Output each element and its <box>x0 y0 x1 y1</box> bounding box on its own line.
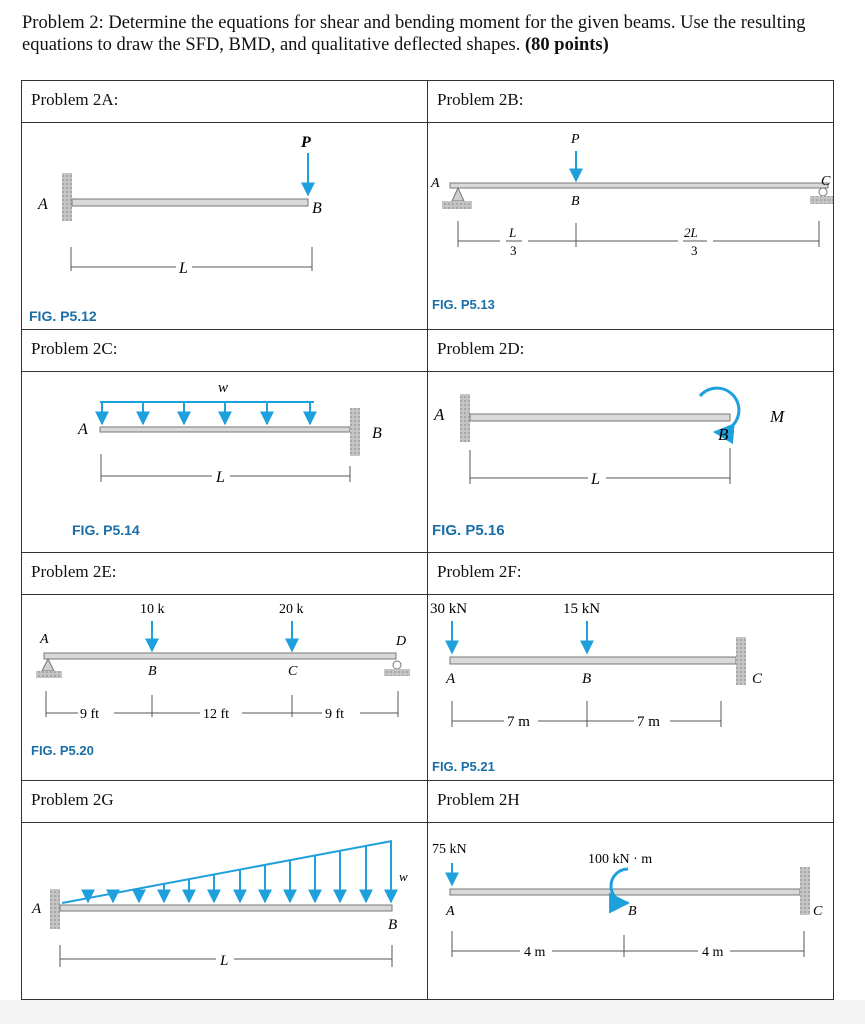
label-a: A <box>446 671 456 687</box>
dim-label-cd: 9 ft <box>325 707 345 722</box>
dim-label-bc: 12 ft <box>203 707 230 722</box>
figure-cell-2g <box>22 823 428 1000</box>
label-b: B <box>582 671 592 687</box>
label-l: L <box>216 469 225 486</box>
roller-d <box>393 661 401 669</box>
dim-label-ab: 9 ft <box>80 707 100 722</box>
fixed-wall-c <box>800 867 810 915</box>
beam-diagram-2g <box>22 823 427 999</box>
label-w: w <box>218 380 229 396</box>
label-b: B <box>148 664 157 679</box>
label-p: P <box>301 134 311 151</box>
beam-2b <box>450 183 828 188</box>
problem-statement-text: Problem 2: Determine the equations for shear and bending moment for the given beams. Use the resulting equations to draw the SFD, BMD, and qualitative deflected shapes. <box>22 13 806 55</box>
beam-2f <box>450 657 736 664</box>
dimension-lines <box>452 701 721 727</box>
beam-2e <box>44 653 396 659</box>
label-d: D <box>396 634 407 649</box>
figure-cell-2f <box>428 595 834 781</box>
load-label-a: 30 kN <box>430 601 468 617</box>
heading-2f: Problem 2F: <box>437 562 522 581</box>
dimension-lines <box>452 931 804 957</box>
dim-label-ab: 7 m <box>507 714 530 730</box>
label-a: A <box>434 405 445 424</box>
moment-label: 100 kN · m <box>588 852 653 867</box>
beam-diagram-2f <box>428 595 833 780</box>
label-b: B <box>312 200 322 217</box>
header-2f <box>428 553 834 595</box>
load-label-b: 10 k <box>140 602 165 617</box>
beam-diagram-2h <box>428 823 833 999</box>
fixed-wall-a <box>50 889 60 929</box>
beam-diagram-2a <box>22 123 427 329</box>
label-a: A <box>431 176 440 191</box>
ground-d <box>384 669 410 676</box>
fixed-wall-a <box>62 173 72 221</box>
label-w: w <box>399 869 408 884</box>
label-three-2: 3 <box>691 243 698 258</box>
figure-cell-2e <box>22 595 428 781</box>
label-b: B <box>372 425 382 442</box>
figure-cell-2d <box>428 372 834 553</box>
triangular-load-line <box>62 841 392 903</box>
header-2e <box>22 553 428 595</box>
header-2b <box>428 81 834 123</box>
dim-label-bc: 4 m <box>702 945 724 960</box>
label-a: A <box>78 421 88 438</box>
label-c: C <box>821 174 831 189</box>
header-2h <box>428 781 834 823</box>
moment-arrow-b <box>611 869 628 903</box>
fig-label-2b: FIG. P5.13 <box>432 297 495 312</box>
label-l: L <box>591 471 600 488</box>
load-label-b: 15 kN <box>563 601 601 617</box>
beam-diagram-2b <box>428 123 833 329</box>
label-b: B <box>388 917 398 933</box>
fig-label-2a: FIG. P5.12 <box>29 308 97 324</box>
heading-2e: Problem 2E: <box>31 562 117 581</box>
header-2a <box>22 81 428 123</box>
fixed-wall-b <box>350 408 360 456</box>
beam-diagram-2d <box>428 372 833 552</box>
fixed-wall-a <box>460 394 470 442</box>
label-l: L <box>179 260 188 277</box>
load-label-c: 20 k <box>279 602 304 617</box>
dim-label-bc: 7 m <box>637 714 660 730</box>
figure-cell-2h <box>428 823 834 1000</box>
distributed-load-arrows <box>102 402 310 424</box>
heading-2g: Problem 2G <box>31 790 114 809</box>
fig-label-2e: FIG. P5.20 <box>31 743 94 758</box>
figure-cell-2b <box>428 123 834 330</box>
label-c: C <box>813 904 823 919</box>
heading-2h: Problem 2H <box>437 790 520 809</box>
header-2c <box>22 330 428 372</box>
figure-cell-2c <box>22 372 428 553</box>
problems-table <box>21 80 834 1000</box>
beam-2c <box>100 427 350 432</box>
ground-a <box>36 671 62 678</box>
label-b: B <box>628 904 637 919</box>
header-2d <box>428 330 834 372</box>
label-p: P <box>571 132 580 147</box>
header-2g <box>22 781 428 823</box>
heading-2d: Problem 2D: <box>437 339 525 358</box>
label-m: M <box>770 407 785 426</box>
ground-c <box>810 196 833 204</box>
problem-statement <box>22 12 852 56</box>
heading-2a: Problem 2A: <box>31 90 119 109</box>
fixed-wall-c <box>736 637 746 685</box>
beam-diagram-2e <box>22 595 427 780</box>
page-bottom-edge <box>0 1000 865 1024</box>
label-c: C <box>288 664 298 679</box>
ground-a <box>442 201 472 209</box>
figure-cell-2a <box>22 123 428 330</box>
label-l: L <box>220 953 229 969</box>
label-c: C <box>752 671 763 687</box>
fig-label-2f: FIG. P5.21 <box>432 759 495 774</box>
label-b: B <box>571 194 580 209</box>
label-a: A <box>40 632 49 647</box>
label-two-l: 2L <box>684 225 698 240</box>
beam-diagram-2c <box>22 372 427 552</box>
label-b: B <box>718 425 729 444</box>
pin-support-a <box>452 188 464 201</box>
heading-2c: Problem 2C: <box>31 339 118 358</box>
beam-2a <box>72 199 308 206</box>
label-a: A <box>32 901 42 917</box>
beam-2d <box>470 414 730 421</box>
points-label: (80 points) <box>525 35 609 55</box>
beam-2g <box>60 905 392 911</box>
label-three-1: 3 <box>510 243 517 258</box>
load-label-a: 75 kN <box>432 842 467 857</box>
dim-label-ab: 4 m <box>524 945 546 960</box>
label-l-third: L <box>509 225 517 240</box>
pin-support-a <box>42 659 54 671</box>
fig-label-2c: FIG. P5.14 <box>72 522 140 538</box>
fig-label-2d: FIG. P5.16 <box>432 522 505 539</box>
heading-2b: Problem 2B: <box>437 90 524 109</box>
beam-2h <box>450 889 800 895</box>
roller-c <box>819 188 827 196</box>
label-a: A <box>446 904 455 919</box>
label-a: A <box>38 196 48 213</box>
